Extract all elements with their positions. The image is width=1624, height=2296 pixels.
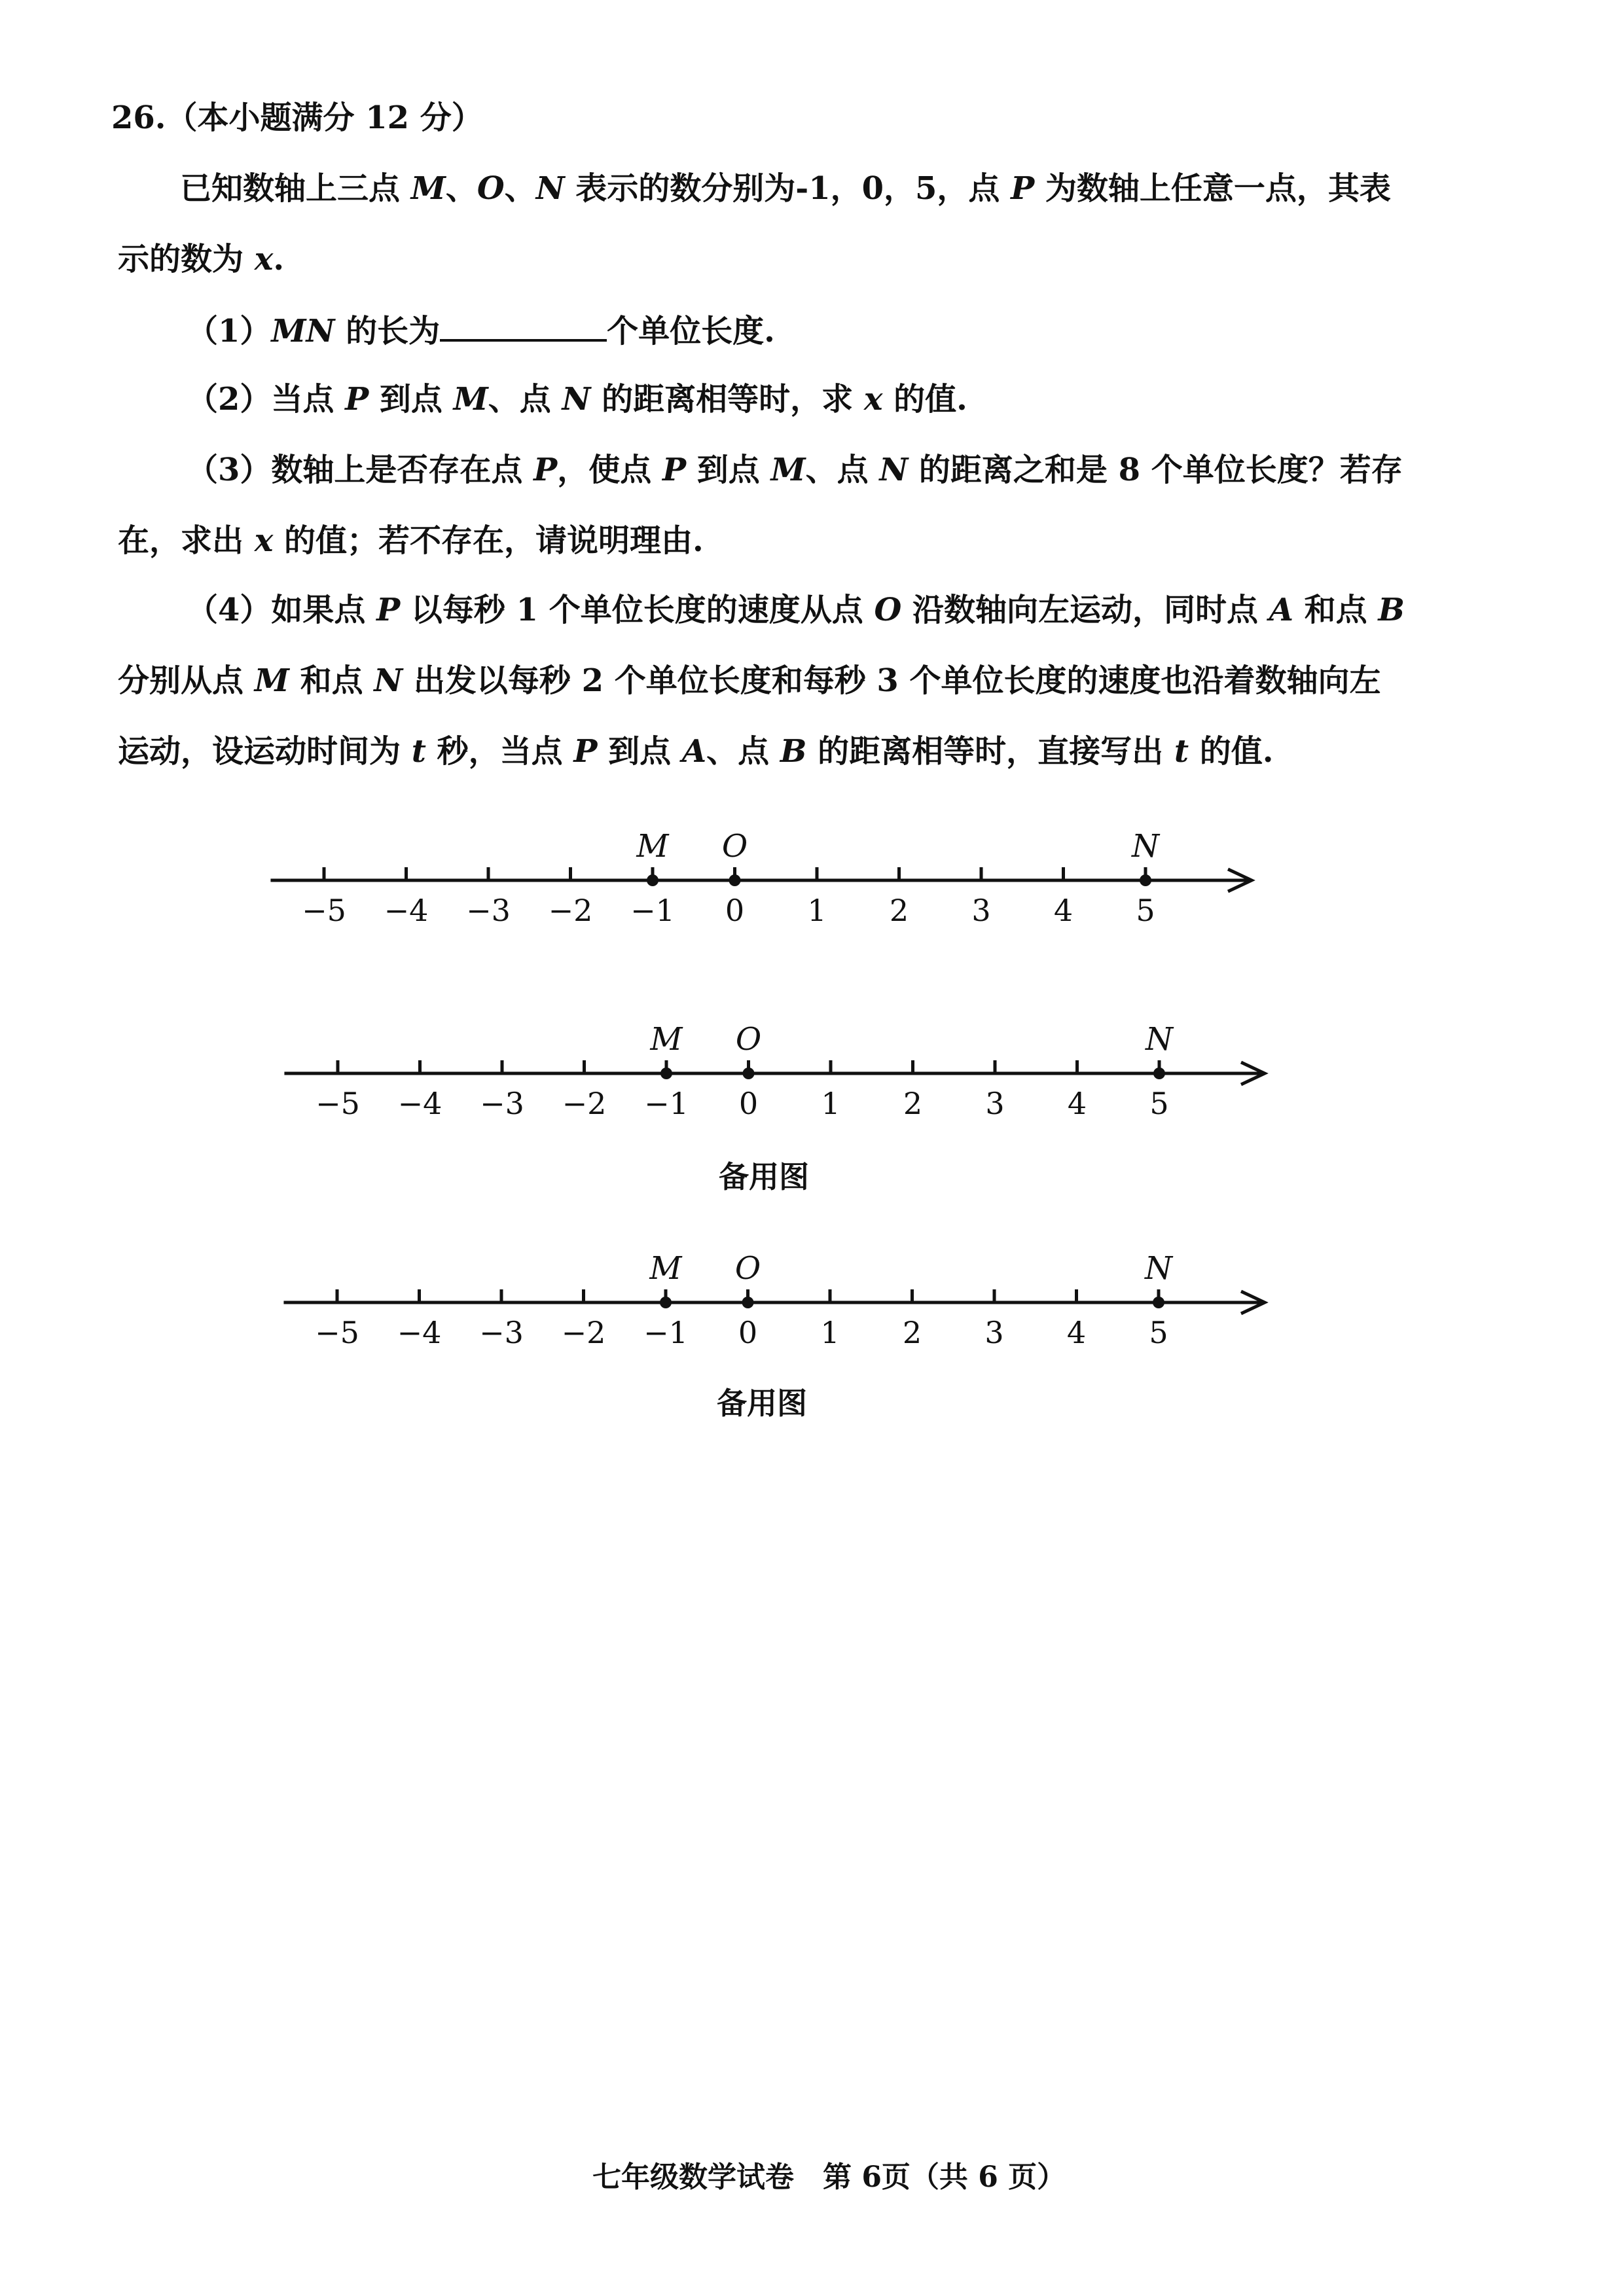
score-note: （本小题满分 12 分）: [166, 99, 483, 136]
var-P: P: [533, 452, 558, 488]
part-4-text: 的值.: [1189, 733, 1274, 770]
tick-label: −2: [562, 1086, 607, 1121]
tick-label: −1: [644, 1086, 689, 1121]
spare-figure-caption-2: 备用图: [717, 1386, 807, 1421]
var-P: P: [662, 452, 687, 488]
part-4-text: 出发以每秒 2 个单位长度和每秒 3 个单位长度的速度也沿着数轴向左: [403, 662, 1381, 699]
var-t: t: [411, 733, 426, 770]
var-x: x: [254, 241, 274, 278]
tick-label: 2: [903, 1086, 923, 1121]
var-A: A: [681, 733, 707, 770]
tick-label: 4: [1053, 893, 1074, 928]
point-label-N: N: [1132, 828, 1159, 865]
part-4-text: 的距离相等时，直接写出: [806, 733, 1174, 770]
part-1-text: 的长为: [334, 313, 441, 350]
tick-label: −1: [643, 1315, 688, 1350]
var-B: B: [1378, 592, 1405, 628]
part-4-text: 沿数轴向左运动，同时点: [901, 592, 1269, 628]
part-4-text: 和点: [1293, 592, 1379, 628]
var-O: O: [477, 170, 505, 207]
point-M: [660, 1297, 672, 1308]
tick-label: 2: [889, 893, 909, 928]
tick-label: 3: [985, 1086, 1005, 1121]
var-M: M: [410, 170, 446, 207]
tick-label: −2: [548, 893, 593, 928]
tick-label: −5: [316, 1086, 360, 1121]
tick-label: 1: [821, 1086, 840, 1121]
spare-figure-caption-1: 备用图: [719, 1159, 809, 1194]
part-2-text: 的值.: [882, 381, 967, 418]
part-1-text: 个单位长度.: [607, 313, 775, 350]
part-3-text: （3）数轴上是否存在点: [187, 452, 534, 488]
tick-label: 4: [1067, 1086, 1087, 1121]
tick-label: 0: [725, 893, 745, 928]
part-4-text: 秒，当点: [425, 733, 574, 770]
var-P: P: [1011, 170, 1035, 207]
intro-text: 表示的数分别为-1，0，5，点: [564, 170, 1011, 207]
tick-label: 3: [971, 893, 991, 928]
page-footer: 七年级数学试卷 第 6页（共 6 页）: [592, 2161, 1066, 2194]
part-4-text: 、点: [706, 733, 780, 770]
tick-label: −5: [302, 893, 346, 928]
part-3-text: 到点: [686, 452, 771, 488]
tick-label: 0: [738, 1086, 759, 1121]
tick-label: 4: [1066, 1315, 1087, 1350]
intro-text: 已知数轴上三点: [180, 170, 411, 207]
intro-text: 示的数为: [118, 241, 255, 278]
var-N: N: [879, 452, 909, 488]
tick-label: −3: [480, 1086, 524, 1121]
var-N: N: [535, 170, 565, 207]
point-label-N: N: [1146, 1021, 1173, 1058]
var-t: t: [1174, 733, 1189, 770]
part-4-text: 运动，设运动时间为: [118, 733, 412, 770]
part-3-text: 的距离之和是 8 个单位长度？若存: [908, 452, 1403, 488]
question-number: 26.: [111, 99, 166, 136]
var-x: x: [254, 522, 274, 559]
point-O: [742, 1297, 754, 1308]
point-label-M: M: [636, 828, 669, 865]
point-label-N: N: [1145, 1250, 1172, 1287]
tick-label: −3: [479, 1315, 524, 1350]
point-N: [1153, 1297, 1164, 1308]
part-3-text: 在，求出: [118, 522, 255, 559]
tick-label: 1: [820, 1315, 840, 1350]
var-P: P: [345, 381, 369, 418]
var-O: O: [874, 592, 902, 628]
var-N: N: [562, 381, 591, 418]
part-3-text: ，使点: [557, 452, 662, 488]
intro-text: 、: [504, 170, 536, 207]
tick-label: 5: [1149, 1315, 1168, 1350]
var-B: B: [780, 733, 807, 770]
part-2-text: （2）当点: [187, 381, 346, 418]
part-4-text: 以每秒 1 个单位长度的速度从点: [400, 592, 875, 628]
var-P: P: [376, 592, 401, 628]
tick-label: 5: [1136, 893, 1155, 928]
part-4-text: （4）如果点: [187, 592, 377, 628]
point-label-M: M: [650, 1021, 683, 1058]
intro-text: 为数轴上任意一点，其表: [1034, 170, 1391, 207]
var-A: A: [1269, 592, 1293, 628]
var-M: M: [453, 381, 488, 418]
tick-label: −3: [466, 893, 511, 928]
tick-label: −1: [630, 893, 675, 928]
tick-label: −4: [397, 1315, 442, 1350]
part-4-text: 到点: [597, 733, 682, 770]
point-label-O: O: [721, 828, 748, 865]
part-4-text: 分别从点: [118, 662, 255, 699]
tick-label: 3: [984, 1315, 1004, 1350]
part-2-text: 、点: [488, 381, 562, 418]
tick-label: −4: [397, 1086, 442, 1121]
var-MN: MN: [271, 313, 335, 350]
part-1-label: （1）: [187, 313, 272, 350]
tick-label: 0: [738, 1315, 758, 1350]
tick-label: −5: [315, 1315, 359, 1350]
var-P: P: [573, 733, 598, 770]
var-x: x: [863, 381, 883, 418]
point-label-M: M: [649, 1250, 682, 1287]
tick-label: 5: [1149, 1086, 1169, 1121]
point-label-O: O: [735, 1021, 762, 1058]
part-3-text: 、点: [805, 452, 880, 488]
part-4-text: 和点: [289, 662, 374, 699]
part-2-text: 到点: [369, 381, 454, 418]
tick-label: 2: [902, 1315, 922, 1350]
var-N: N: [374, 662, 403, 699]
var-M: M: [254, 662, 289, 699]
point-label-O: O: [734, 1250, 761, 1287]
part-3-text: 的值；若不存在，请说明理由.: [273, 522, 704, 559]
tick-label: 1: [807, 893, 827, 928]
var-M: M: [770, 452, 806, 488]
part-2-text: 的距离相等时，求: [590, 381, 864, 418]
intro-text: 、: [445, 170, 477, 207]
tick-label: −2: [561, 1315, 606, 1350]
intro-text: .: [273, 241, 285, 278]
tick-label: −4: [384, 893, 429, 928]
